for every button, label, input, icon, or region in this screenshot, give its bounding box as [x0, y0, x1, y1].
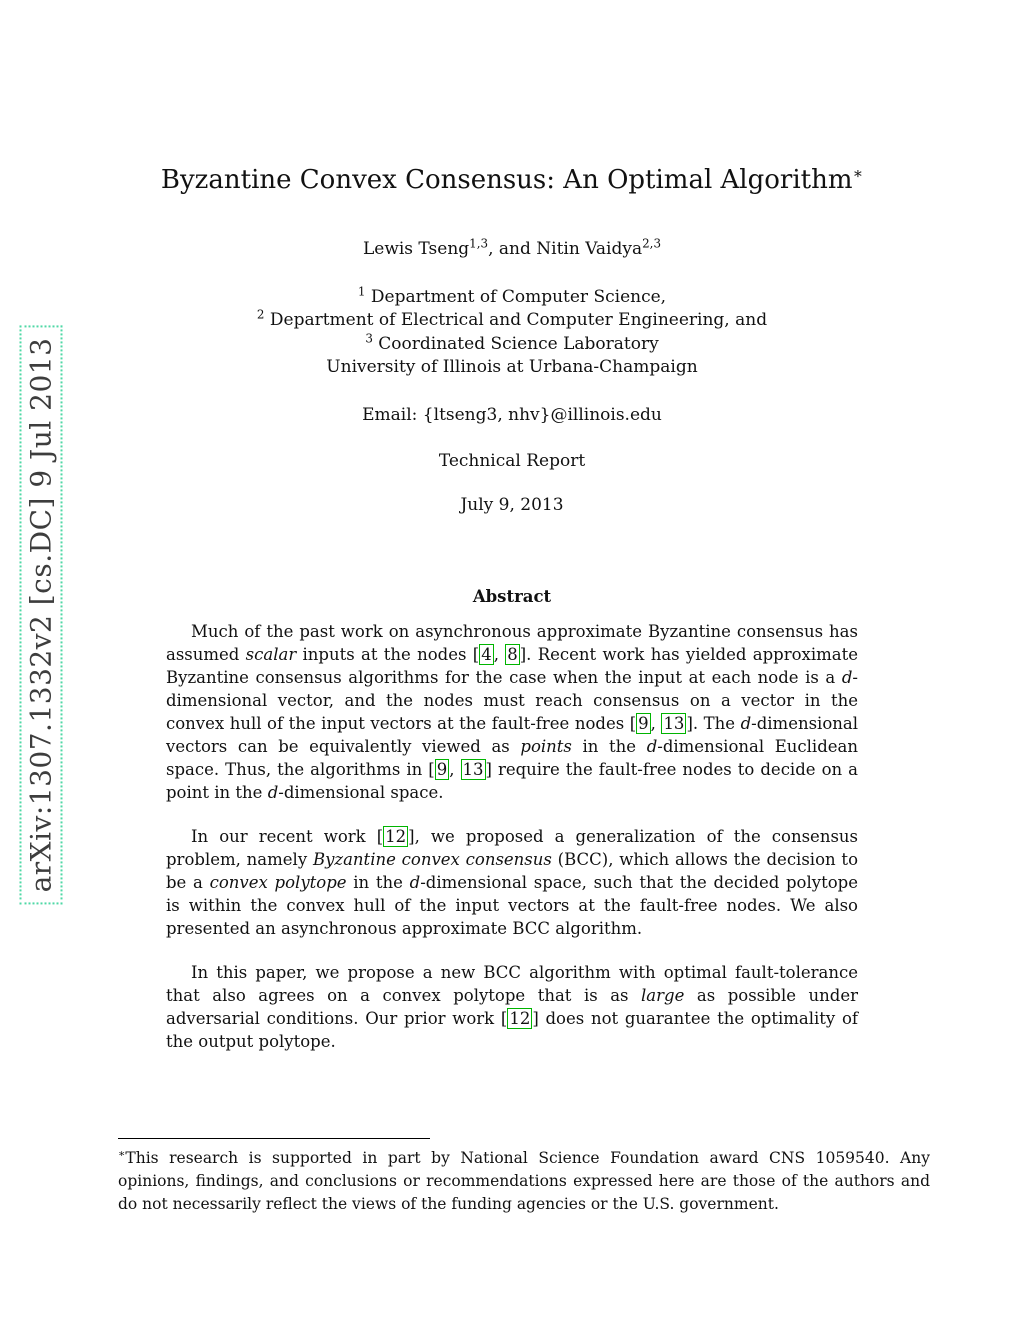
superscript-text: ∗ [852, 164, 864, 183]
arxiv-stamp-text[interactable]: arXiv:1307.1332v2 [cs.DC] 9 Jul 2013 [20, 326, 63, 905]
citation-link[interactable]: 13 [663, 713, 685, 733]
citation-link[interactable]: 12 [385, 826, 407, 846]
affiliation-line-university: University of Illinois at Urbana-Champaign [326, 357, 698, 378]
superscript-text: 1 [357, 284, 366, 299]
citation-link[interactable]: 12 [509, 1008, 531, 1028]
email-line: Email: {ltseng3, nhv}@illinois.edu [362, 404, 662, 425]
authors-line: Lewis Tseng$^{1,3}$, and Nitin Vaidya$^{2,3}$ [362, 236, 662, 259]
italic-text: large [641, 985, 685, 1005]
affiliation-line-2: $^2$ Department of Electrical and Computer Engineering, and [256, 307, 768, 331]
abstract-section [166, 586, 858, 1053]
superscript-text: ∗ [118, 1146, 126, 1160]
affiliation-line-3: $^3$ Coordinated Science Laboratory [365, 331, 659, 354]
abstract-paragraph-3: In this paper, we propose a new BCC algorithm with optimal fault-tolerance that also agrees on a convex polytope that is as large as possible under adversarial conditions. Our prior work [ 12 ] does not guarantee the optimality of the output polytope. [166, 962, 859, 1051]
italic-text: d [646, 736, 658, 756]
citation-link[interactable]: 8 [507, 644, 518, 664]
citation-link[interactable]: 13 [462, 759, 484, 779]
citation-link[interactable]: 9 [638, 713, 649, 733]
abstract-paragraph-2: In our recent work [ 12 ], we proposed a generalization of the consensus problem, namely Byzantine convex consensus (BCC), which allows the decision to be a convex polytope in the d-dimensional space, such that the decided polytope is within the convex hull of the input vectors at the fault-free nodes. We also presented an asynchronous approximate BCC algorithm. [166, 826, 859, 938]
italic-text: points [520, 736, 572, 756]
arxiv-stamp[interactable] [20, 326, 63, 905]
italic-text: d [841, 667, 853, 687]
report-type-line: Technical Report [438, 450, 586, 471]
superscript-text: 2 [256, 307, 265, 322]
italic-text: d [267, 782, 279, 802]
citation-link[interactable]: 9 [436, 759, 448, 779]
citation-link[interactable]: 4 [481, 644, 492, 664]
superscript-text: 1,3 [469, 236, 489, 251]
italic-text: convex polytope [209, 872, 347, 892]
superscript-text: 2,3 [642, 236, 662, 251]
affiliations-block [109, 286, 915, 380]
italic-text: scalar [245, 644, 297, 664]
paper-content [109, 0, 915, 1053]
superscript-text: 3 [365, 331, 373, 346]
footnote-text: ∗This research is supported in part by National Science Foundation award CNS 1059540. Any opinions, findings, and conclusions or recommendations expressed here are those of the authors and do not necessarily reflect the views of the funding agencies or the U.S. government. [118, 1146, 930, 1213]
paper-title: Byzantine Convex Consensus: An Optimal Algorithm∗ [160, 164, 864, 195]
footnote-section [118, 1138, 930, 1216]
italic-text: d [409, 872, 421, 892]
date-line: July 9, 2013 [460, 494, 564, 515]
italic-text: d [740, 713, 752, 733]
abstract-paragraph-1: Much of the past work on asynchronous approximate Byzantine consensus has assumed scalar inputs at the nodes [ 4 , 8 ]. Recent work has yielded approximate Byzantine consensus algorithms for the case when the input at each node is a d-dimensional vector, and the nodes must reach consensus on a vector in the convex hull of the input vectors at the fault-free nodes [ 9 , 13 ]. The d-dimensional vectors can be equivalently viewed as points in the d-dimensional Euclidean space. Thus, the algorithms in [ 9 , 13 ] require the fault-free nodes to decide on a point in the d-dimensional space. [166, 621, 859, 802]
affiliation-line-1: $^1$ Department of Computer Science, [357, 284, 667, 307]
abstract-heading: Abstract [472, 586, 552, 606]
footnote-rule [118, 1138, 430, 1139]
italic-text: Byzantine convex consensus [312, 849, 552, 869]
